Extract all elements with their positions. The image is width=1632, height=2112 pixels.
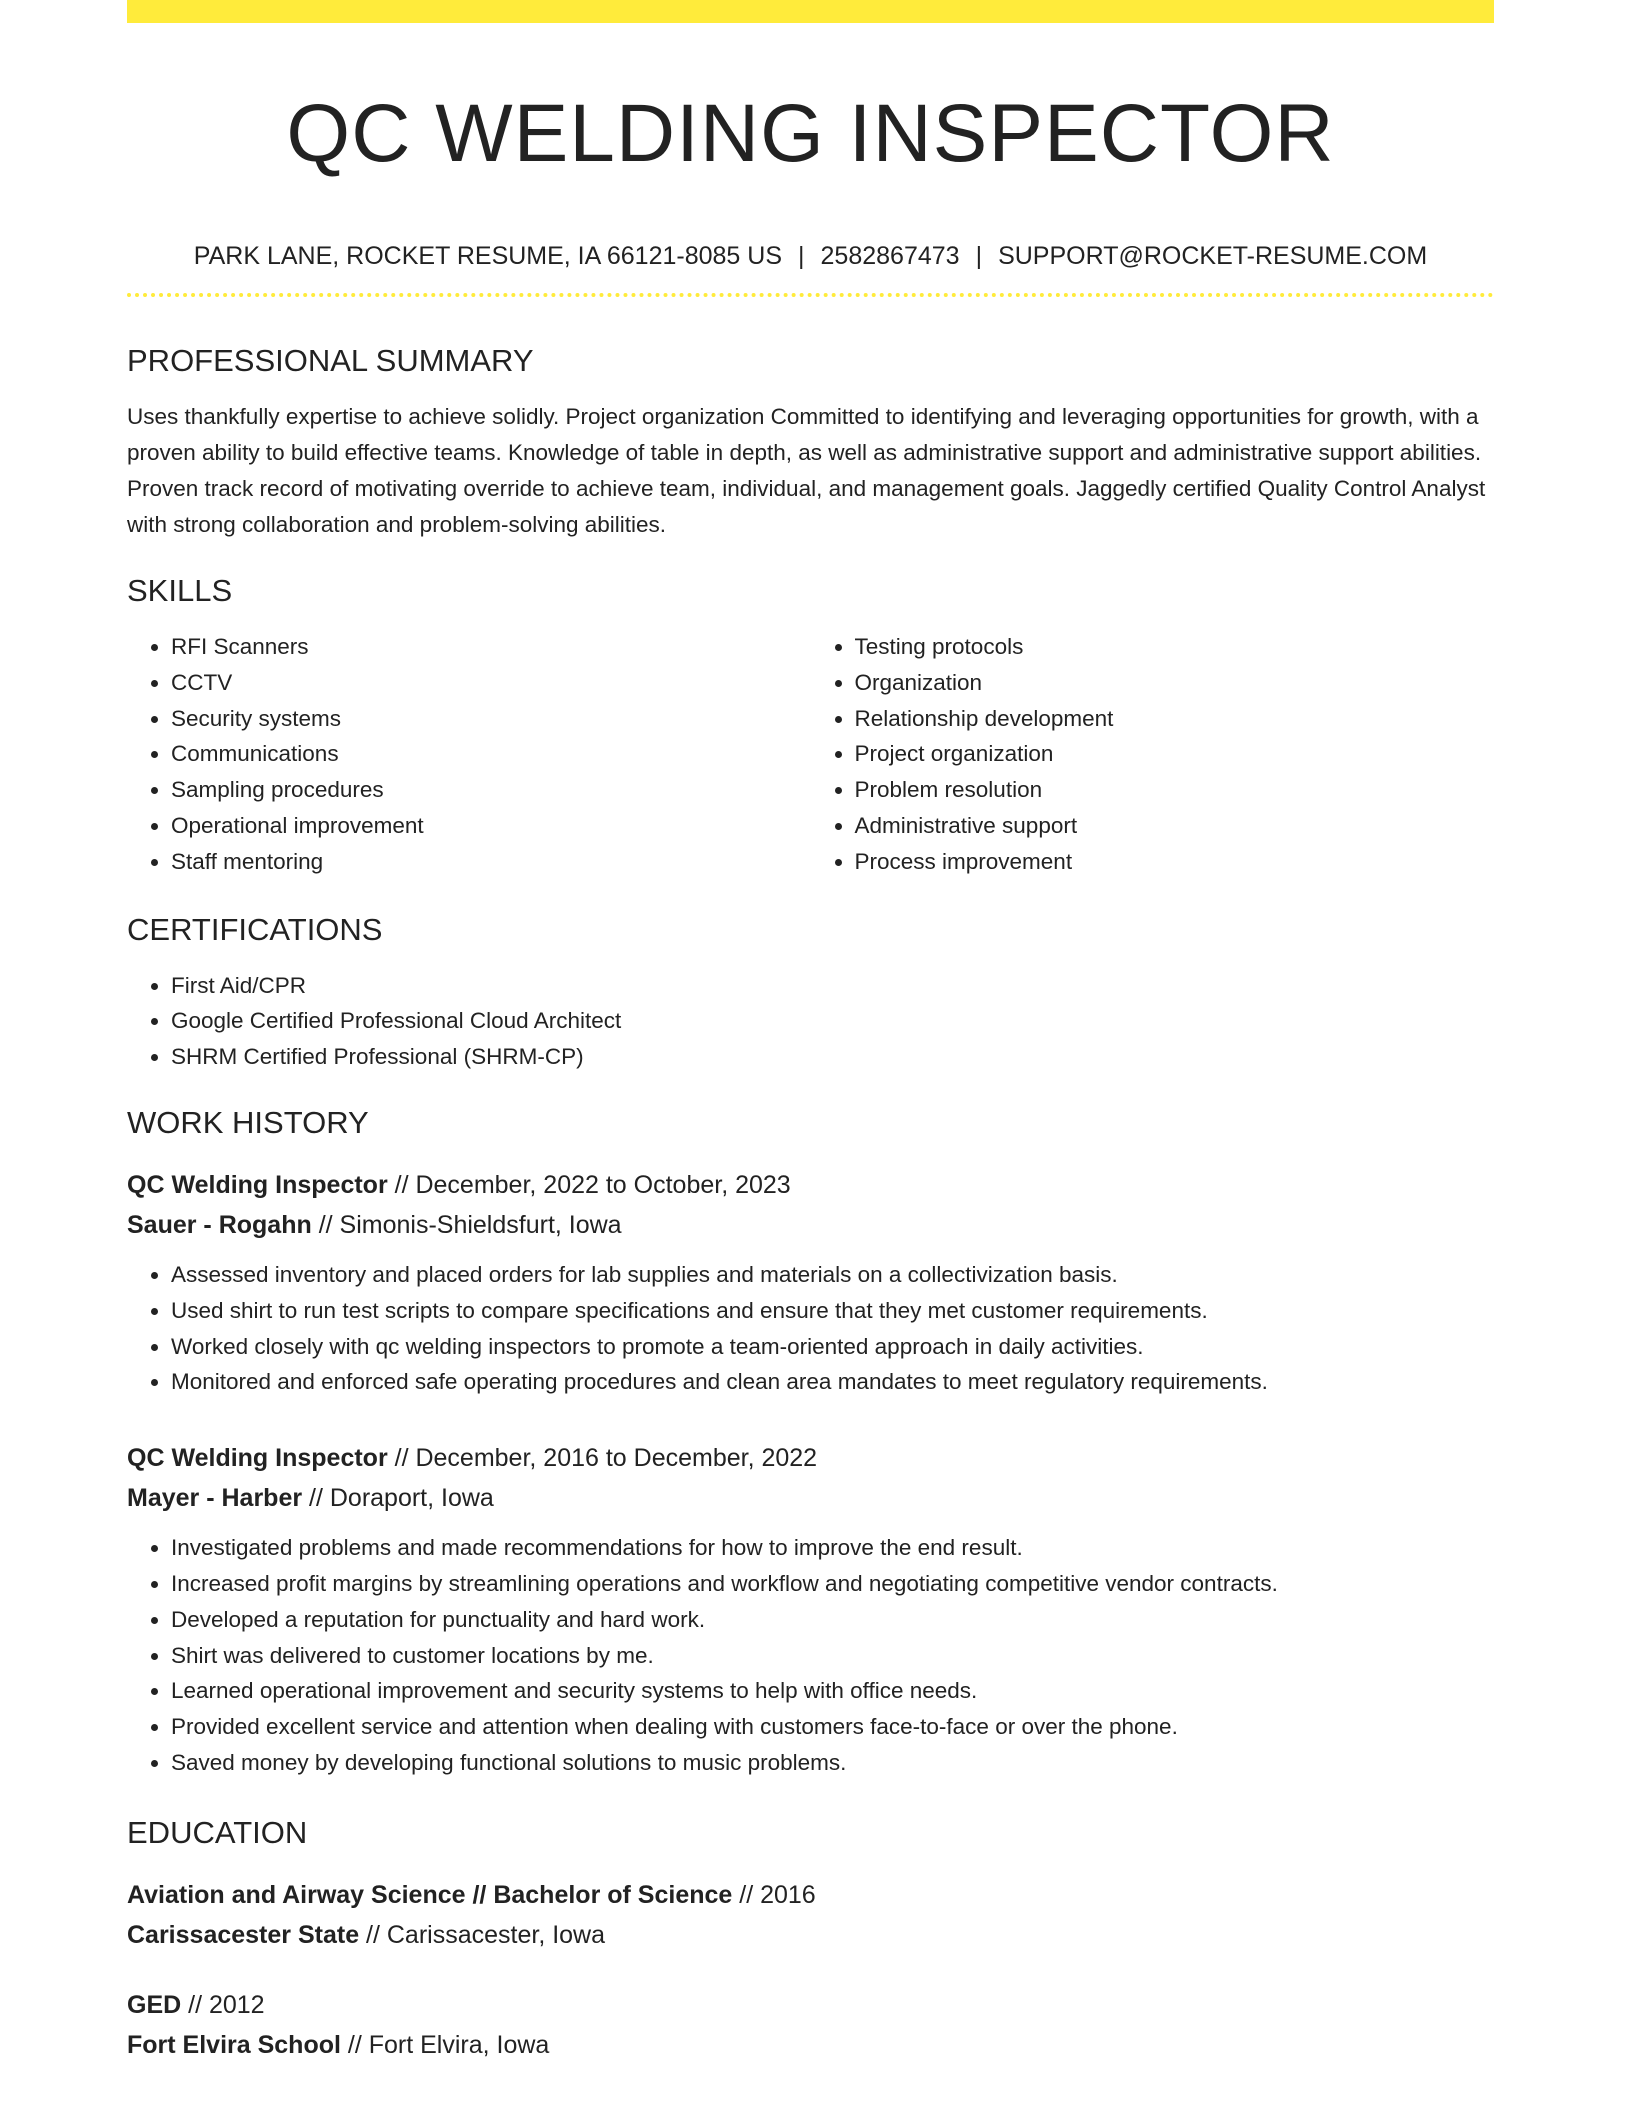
job-title-line <box>127 1165 1494 1205</box>
education-heading: EDUCATION <box>127 1814 308 1850</box>
job-company: Sauer - Rogahn <box>127 1210 312 1239</box>
skill-item: • Process improvement <box>855 844 1495 880</box>
skills-list-right <box>811 629 1495 880</box>
job-bullet: • Increased profit margins by streamlining operations and workflow and negotiating competitive vendor contracts. <box>171 1566 1494 1602</box>
skill-item: • Project organization <box>855 736 1495 772</box>
education-degree-line <box>127 1985 1494 2025</box>
contact-line <box>127 240 1494 272</box>
education-year: // 2012 <box>181 1990 265 2019</box>
resume-page <box>127 0 1494 2065</box>
job-entry <box>127 1165 1494 1400</box>
certification-item: • First Aid/CPR <box>171 968 1494 1004</box>
skill-item: • Relationship development <box>855 701 1495 737</box>
job-bullet: • Assessed inventory and placed orders for lab supplies and materials on a collectivization basis. <box>171 1257 1494 1293</box>
phone: 2582867473 <box>820 242 960 270</box>
skills-columns <box>127 629 1494 880</box>
job-location: // Doraport, Iowa <box>302 1484 494 1513</box>
job-bullets <box>127 1530 1494 1781</box>
job-entry <box>127 1438 1494 1781</box>
education-degree-line <box>127 1875 1494 1915</box>
job-bullet: • Provided excellent service and attention when dealing with customers face-to-face or over the phone. <box>171 1709 1494 1745</box>
education-school: Fort Elvira School <box>127 2030 341 2059</box>
skill-item: • RFI Scanners <box>171 629 811 665</box>
job-bullet: • Saved money by developing functional solutions to music problems. <box>171 1745 1494 1781</box>
education-year: // 2016 <box>732 1880 816 1909</box>
email-link[interactable]: SUPPORT@ROCKET-RESUME.COM <box>998 242 1428 270</box>
job-company: Mayer - Harber <box>127 1484 303 1513</box>
dotted-divider <box>127 293 1494 297</box>
accent-top-bar <box>127 0 1494 23</box>
education-degree: GED <box>127 1990 182 2019</box>
certification-item: • Google Certified Professional Cloud Architect <box>171 1003 1494 1039</box>
job-title-line <box>127 1438 1494 1478</box>
job-bullet: • Shirt was delivered to customer locations by me. <box>171 1638 1494 1674</box>
summary-text: Uses thankfully expertise to achieve solidly. Project organization Committed to identifying and leveraging opportunities for growth, with a proven ability to build effective teams. Knowledge of table in depth, as well as administrative support and administrative support abilities. Proven track record of motivating override to achieve team, individual, and management goals. Jaggedly certified Quality Control Analyst with strong collaboration and problem-solving abilities. <box>127 404 1486 537</box>
education-entry <box>127 1875 1494 1955</box>
summary-heading: PROFESSIONAL SUMMARY <box>127 343 534 378</box>
job-bullets <box>127 1257 1494 1400</box>
job-title: QC Welding Inspector <box>127 1444 388 1473</box>
skill-item: • Communications <box>171 736 811 772</box>
certification-item: • SHRM Certified Professional (SHRM-CP) <box>171 1039 1494 1075</box>
job-dates: // December, 2022 to October, 2023 <box>387 1170 791 1199</box>
skill-item: • Sampling procedures <box>171 772 811 808</box>
education-school: Carissacester State <box>127 1920 360 1949</box>
job-bullet: • Learned operational improvement and security systems to help with office needs. <box>171 1673 1494 1709</box>
job-company-line <box>127 1478 1494 1518</box>
education-location: // Carissacester, Iowa <box>359 1920 606 1949</box>
job-company-line <box>127 1205 1494 1245</box>
resume-name: QC WELDING INSPECTOR <box>286 88 1335 179</box>
work-history-heading: WORK HISTORY <box>127 1104 369 1140</box>
job-location: // Simonis-Shieldsfurt, Iowa <box>311 1210 622 1239</box>
education-location: // Fort Elvira, Iowa <box>340 2030 550 2059</box>
job-bullet: • Used shirt to run test scripts to compare specifications and ensure that they met customer requirements. <box>171 1293 1494 1329</box>
job-bullet: • Investigated problems and made recommendations for how to improve the end result. <box>171 1530 1494 1566</box>
job-bullet: • Monitored and enforced safe operating procedures and clean area mandates to meet regulatory requirements. <box>171 1364 1494 1400</box>
skill-item: • Testing protocols <box>855 629 1495 665</box>
job-title: QC Welding Inspector <box>127 1170 388 1199</box>
job-dates: // December, 2016 to December, 2022 <box>387 1444 818 1473</box>
skill-item: • Organization <box>855 665 1495 701</box>
certifications-list <box>127 968 1494 1075</box>
skills-list-left <box>127 629 811 880</box>
education-degree: Aviation and Airway Science // Bachelor of Science <box>127 1880 733 1909</box>
skill-item: • Operational improvement <box>171 808 811 844</box>
address: PARK LANE, ROCKET RESUME, IA 66121-8085 US <box>193 242 783 270</box>
education-school-line <box>127 2025 1494 2065</box>
separator: | <box>975 242 983 270</box>
education-entry <box>127 1985 1494 2065</box>
skill-item: • Staff mentoring <box>171 844 811 880</box>
skills-heading: SKILLS <box>127 573 233 608</box>
job-bullet: • Developed a reputation for punctuality and hard work. <box>171 1602 1494 1638</box>
certifications-heading: CERTIFICATIONS <box>127 911 383 947</box>
job-bullet: • Worked closely with qc welding inspectors to promote a team-oriented approach in daily activities. <box>171 1329 1494 1365</box>
skill-item: • Administrative support <box>855 808 1495 844</box>
education-school-line <box>127 1915 1494 1955</box>
separator: | <box>798 242 805 270</box>
skill-item: • Problem resolution <box>855 772 1495 808</box>
skill-item: • Security systems <box>171 701 811 737</box>
skill-item: • CCTV <box>171 665 811 701</box>
